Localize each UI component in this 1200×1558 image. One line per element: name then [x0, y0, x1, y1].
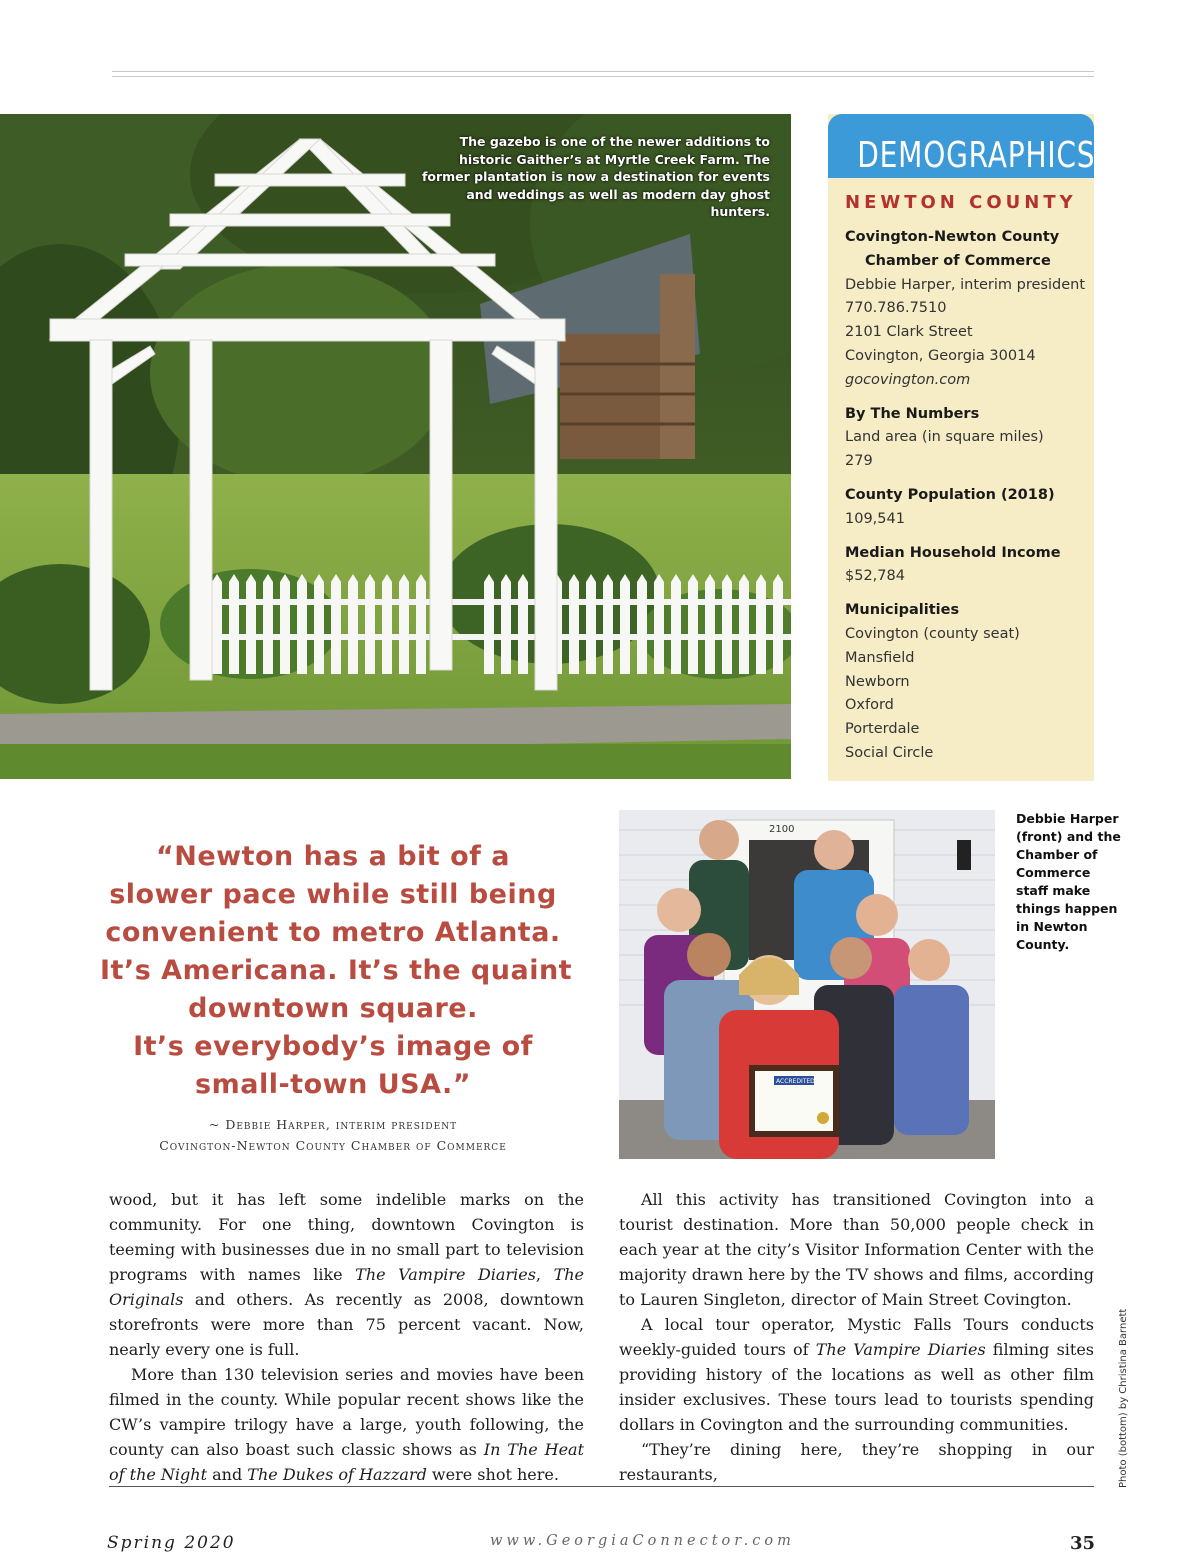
pull-quote-line: downtown square.: [188, 993, 478, 1024]
demographics-body: [845, 226, 1090, 766]
text-run: filming sites providing history of the locations as well as other film insider exclusives. These tours lead to tourists spending dollars in Covington and the surrounding communities.: [619, 1340, 1095, 1434]
top-rule: [112, 76, 1094, 77]
article-paragraph: [109, 1187, 584, 1362]
population-value: 109,541: [845, 510, 905, 527]
municipality-item: Newborn: [845, 673, 910, 690]
population-label: County Population (2018): [845, 486, 1055, 503]
pull-quote-line: convenient to metro Atlanta.: [105, 917, 561, 948]
text-run: A local tour operator, Mystic Falls Tours conducts weekly-guided tours of: [619, 1315, 1094, 1359]
article-paragraph: “They’re dining here, they’re shopping in our restaurants,: [619, 1440, 1094, 1484]
land-area-value: 279: [845, 453, 873, 470]
attribution-org: Covington-Newton County Chamber of Commerce: [159, 1138, 507, 1153]
income-value: $52,784: [845, 568, 905, 585]
land-area-label: Land area (in square miles): [845, 429, 1044, 446]
footer-season: Spring 2020: [107, 1533, 236, 1553]
certificate-label: ACCREDITED: [776, 1078, 815, 1085]
chamber-street: 2101 Clark Street: [845, 324, 973, 341]
top-rule: [112, 71, 1094, 72]
article-paragraph: [109, 1362, 584, 1487]
show-title: The Vampire Diaries: [355, 1265, 536, 1284]
pull-quote-line: It’s everybody’s image of: [133, 1031, 533, 1062]
municipality-item: Mansfield: [845, 649, 915, 666]
chamber-contact: Debbie Harper, interim president: [845, 276, 1086, 293]
photo-credit: Photo (bottom) by Christina Barnett: [1118, 1308, 1129, 1488]
chamber-name: Covington-Newton County: [845, 229, 1060, 245]
staff-photo-caption: Debbie Harper (front) and the Chamber of Commerce staff make things happen in Newton County.: [1016, 811, 1121, 952]
text-run: and: [207, 1465, 248, 1484]
municipality-item: Covington (county seat): [845, 625, 1020, 642]
pull-quote-line: “Newton has a bit of a: [155, 841, 510, 872]
text-run: More than 130 television series and movies have been filmed in the county. While popular recent shows like the CW’s vampire trilogy have a large, youth following, the county can also boast such classic shows as: [109, 1365, 584, 1459]
demographics-title: DEMOGRAPHICS: [857, 135, 1096, 176]
pull-quote: [100, 838, 573, 1104]
quote-attribution: [100, 1114, 566, 1156]
article-column-left: [109, 1187, 584, 1487]
pull-quote-line: slower pace while still being: [109, 879, 557, 910]
page-number: 35: [1070, 1533, 1096, 1554]
municipality-item: Oxford: [845, 697, 894, 714]
article-paragraph: All this activity has transitioned Covington into a tourist destination. More than 50,000 people check in each year at the city’s Visitor Information Center with the majority drawn here by the TV shows and films, according to Lauren Singleton, director of Main Street Covington.: [619, 1190, 1094, 1309]
attribution-name: ~ Debbie Harper, interim president: [208, 1117, 458, 1132]
show-title: The Dukes of Hazzard: [247, 1465, 427, 1484]
text-run: and others. As recently as 2008, downtown storefronts were more than 75 percent vacant. Now, nearly every one is full.: [109, 1290, 584, 1359]
county-heading: NEWTON COUNTY: [845, 192, 1077, 213]
municipality-item: Social Circle: [845, 744, 934, 761]
door-number: 2100: [769, 824, 795, 835]
staff-photo: [619, 810, 995, 1159]
pull-quote-line: It’s Americana. It’s the quaint: [100, 955, 573, 986]
text-run: wood, but it has left some indelible marks on the community. For one thing, downtown Covington is teeming with businesses due in no small part to television programs with names like: [109, 1190, 584, 1284]
show-title: The Vampire Diaries: [815, 1340, 986, 1359]
text-run: were shot here.: [426, 1465, 559, 1484]
chamber-name-cont: Chamber of Commerce: [865, 252, 1051, 269]
income-label: Median Household Income: [845, 544, 1061, 561]
numbers-heading: By The Numbers: [845, 405, 980, 422]
footer-url[interactable]: www.GeorgiaConnector.com: [490, 1533, 795, 1549]
chamber-phone: 770.786.7510: [845, 300, 947, 317]
text-run: ,: [535, 1265, 554, 1284]
demographics-sidebar: [828, 114, 1094, 781]
footer-rule: [109, 1486, 1094, 1487]
show-title: The Originals: [109, 1265, 585, 1309]
demographics-header: [828, 114, 1094, 178]
chamber-website-link[interactable]: gocovington.com: [845, 371, 971, 388]
article-paragraph: [619, 1312, 1094, 1437]
show-title: In The Heat of the Night: [109, 1440, 585, 1484]
municipality-item: Porterdale: [845, 721, 920, 738]
chamber-city: Covington, Georgia 30014: [845, 347, 1036, 364]
article-column-right: [619, 1187, 1094, 1487]
gazebo-photo-caption: The gazebo is one of the newer additions to historic Gaither’s at Myrtle Creek Farm. The former plantation is now a destination for events and weddings as well as modern day ghost hunters.: [421, 134, 770, 219]
municipalities-heading: Municipalities: [845, 602, 960, 619]
pull-quote-line: small-town USA.”: [195, 1069, 471, 1100]
